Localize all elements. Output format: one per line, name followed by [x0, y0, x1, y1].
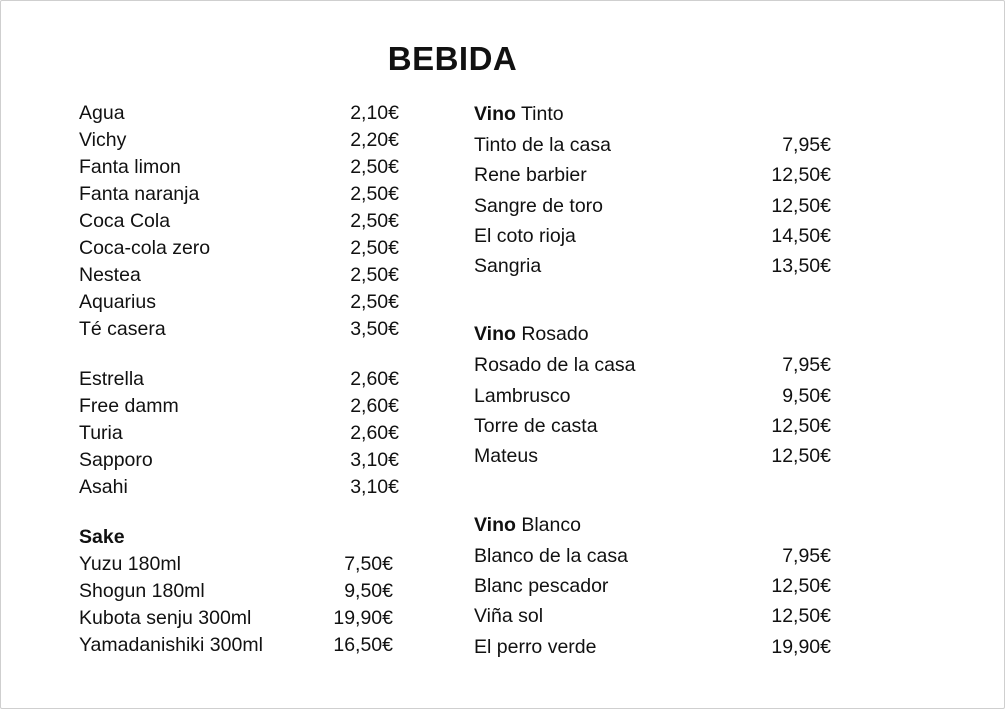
item-name: Free damm	[79, 395, 179, 417]
item-price: 2,50€	[350, 291, 399, 313]
item-price: 2,60€	[350, 422, 399, 444]
page-title: BEBIDA	[387, 40, 518, 77]
item-name: Fanta limon	[79, 156, 181, 178]
section-gap	[474, 472, 831, 511]
menu-item	[79, 262, 399, 289]
item-price: 2,10€	[350, 102, 399, 124]
item-name: Aquarius	[79, 291, 156, 313]
item-price: 12,50€	[771, 194, 831, 217]
item-price: 19,90€	[333, 607, 393, 629]
section-heading-vino-rosado	[474, 320, 831, 350]
section-gap	[474, 281, 831, 320]
item-name: Fanta naranja	[79, 183, 200, 205]
menu-item	[474, 130, 831, 160]
item-price: 14,50€	[771, 224, 831, 247]
cervezas-list	[79, 366, 399, 501]
item-price: 12,50€	[771, 164, 831, 187]
menu-item	[474, 160, 831, 190]
menu-item	[79, 578, 393, 605]
item-name: Vichy	[79, 129, 127, 151]
item-price: 12,50€	[771, 445, 831, 468]
item-name: Coca Cola	[79, 210, 171, 232]
item-name: Sangre de toro	[474, 194, 604, 217]
left-column	[79, 100, 399, 501]
menu-item	[79, 420, 399, 447]
item-price: 2,50€	[350, 237, 399, 259]
item-price: 2,50€	[350, 264, 399, 286]
item-name: Rosado de la casa	[474, 354, 636, 377]
menu-item	[79, 551, 393, 578]
refrescos-list	[79, 100, 399, 343]
menu-item	[79, 289, 399, 316]
heading-rest: Blanco	[515, 513, 581, 536]
heading-rest: Rosado	[515, 323, 589, 346]
menu-item	[474, 632, 831, 662]
item-price: 2,20€	[350, 129, 399, 151]
item-name: Sapporo	[79, 449, 153, 471]
item-name: El perro verde	[474, 635, 597, 658]
menu-item	[79, 632, 393, 659]
item-price: 2,50€	[350, 210, 399, 232]
item-price: 7,95€	[782, 134, 831, 156]
item-name: Mateus	[474, 445, 538, 468]
item-price: 7,95€	[782, 544, 831, 567]
menu-item	[474, 191, 831, 221]
item-price: 9,50€	[344, 580, 393, 602]
item-name: Blanco de la casa	[474, 544, 628, 567]
menu-item	[474, 381, 831, 411]
right-column	[474, 100, 831, 662]
item-price: 2,50€	[350, 156, 399, 178]
item-price: 13,50€	[771, 255, 831, 278]
item-name: Shogun 180ml	[79, 580, 205, 602]
item-name: Viña sol	[474, 605, 544, 628]
item-name: Yuzu 180ml	[79, 553, 181, 575]
item-price: 2,60€	[350, 395, 399, 417]
item-price: 2,60€	[350, 368, 399, 390]
sake-section	[79, 524, 393, 659]
item-price: 19,90€	[771, 635, 831, 658]
item-name: Tinto de la casa	[474, 134, 611, 156]
item-name: Lambrusco	[474, 384, 571, 407]
item-name: Nestea	[79, 264, 141, 286]
menu-item	[474, 251, 831, 281]
item-name: Sangria	[474, 255, 542, 278]
menu-item	[474, 350, 831, 380]
heading-bold: Vino	[474, 513, 516, 536]
item-price: 12,50€	[771, 415, 831, 438]
item-name: Estrella	[79, 368, 145, 390]
item-name: Torre de casta	[474, 415, 598, 438]
menu-item	[79, 154, 399, 181]
menu-item	[79, 447, 399, 474]
menu-item	[79, 208, 399, 235]
menu-item	[79, 366, 399, 393]
menu-item	[79, 605, 393, 632]
menu-item	[79, 393, 399, 420]
menu-item	[474, 441, 831, 471]
section-heading-sake: Sake	[79, 526, 125, 548]
menu-item	[79, 100, 399, 127]
item-name: Yamadanishiki 300ml	[79, 634, 263, 656]
section-gap	[79, 343, 399, 366]
item-name: Kubota senju 300ml	[79, 607, 252, 629]
section-heading-vino-blanco	[474, 511, 831, 541]
item-name: Té casera	[79, 318, 166, 340]
item-name: Rene barbier	[474, 164, 587, 187]
heading-bold: Vino	[474, 103, 516, 125]
item-name: Turia	[79, 422, 123, 444]
item-name: El coto rioja	[474, 224, 576, 247]
item-price: 3,10€	[350, 449, 399, 471]
menu-item	[474, 571, 831, 601]
item-price: 9,50€	[782, 384, 831, 407]
menu-item	[79, 127, 399, 154]
menu-item	[474, 221, 831, 251]
menu-item	[79, 474, 399, 501]
menu-item	[474, 541, 831, 571]
item-price: 12,50€	[771, 605, 831, 628]
section-heading-vino-tinto	[474, 100, 831, 130]
menu-item	[79, 235, 399, 262]
item-price: 7,50€	[344, 553, 393, 575]
item-price: 2,50€	[350, 183, 399, 205]
item-name: Coca-cola zero	[79, 237, 211, 259]
item-name: Agua	[79, 102, 125, 124]
item-price: 3,10€	[350, 476, 399, 498]
menu-item	[79, 316, 399, 343]
menu-item	[79, 181, 399, 208]
item-price: 7,95€	[782, 354, 831, 377]
item-name: Asahi	[79, 476, 128, 498]
heading-bold: Vino	[474, 323, 516, 346]
item-price: 3,50€	[350, 318, 399, 340]
heading-rest: Tinto	[515, 103, 564, 125]
menu-item	[474, 601, 831, 631]
menu-item	[474, 411, 831, 441]
item-price: 16,50€	[333, 634, 393, 656]
item-name: Blanc pescador	[474, 574, 609, 597]
item-price: 12,50€	[771, 574, 831, 597]
